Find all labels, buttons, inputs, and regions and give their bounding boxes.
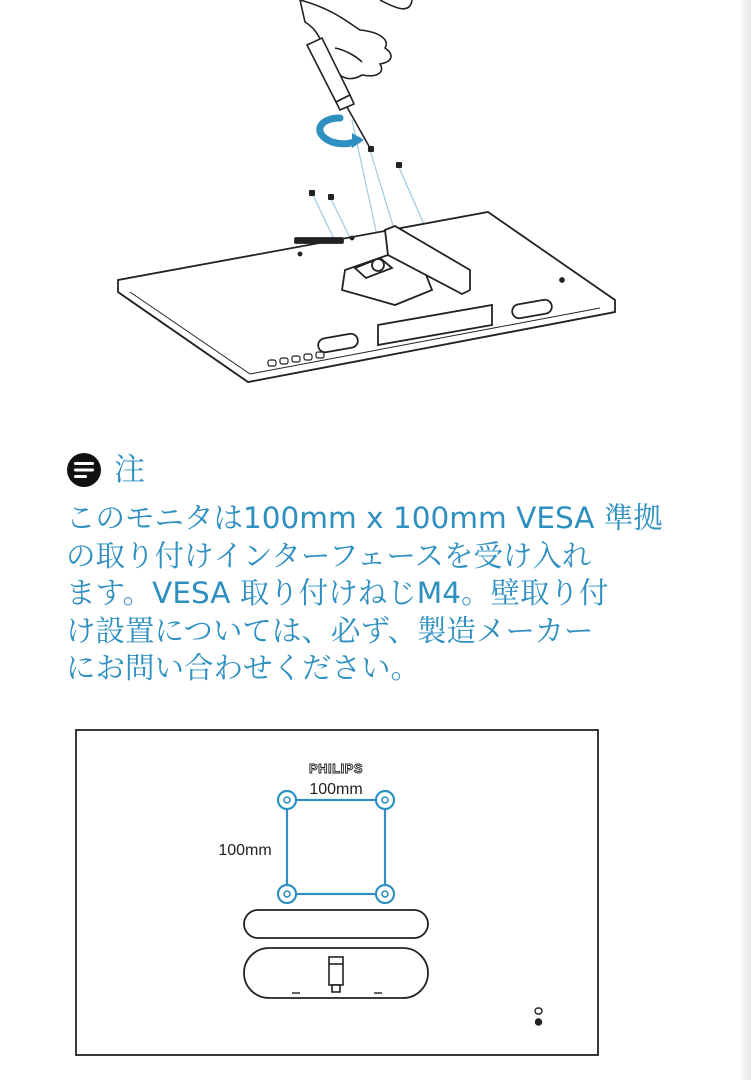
note-body — [66, 500, 706, 688]
screw-icons — [309, 146, 402, 200]
hand-icon — [300, 0, 412, 79]
note-line: け設置については、必ず、製造メーカー — [66, 613, 594, 648]
note-line: このモニタは100mm x 100mm VESA 準拠 — [66, 501, 663, 535]
note-icon — [66, 452, 102, 488]
note-header — [66, 452, 145, 488]
monitor-back-drawing — [118, 212, 615, 382]
vesa-width-label: 100mm — [309, 781, 363, 798]
note-line: ます。VESA 取り付けねじM4。壁取り付 — [66, 576, 609, 611]
screw-installation-illustration — [0, 0, 740, 420]
vesa-height-label: 100mm — [218, 842, 272, 859]
monitor-back-outline — [76, 730, 598, 1055]
vent-bar — [244, 910, 428, 938]
rotation-arrow-icon — [320, 118, 364, 148]
note-title: 注 — [114, 452, 145, 488]
note-line: にお問い合わせください。 — [66, 651, 421, 686]
note-line: の取り付けインターフェースを受け入れ — [66, 538, 592, 573]
vesa-back-panel-diagram — [0, 720, 740, 1060]
page-edge-shadow — [739, 0, 751, 1080]
brand-logo: PHILIPS — [308, 761, 364, 776]
